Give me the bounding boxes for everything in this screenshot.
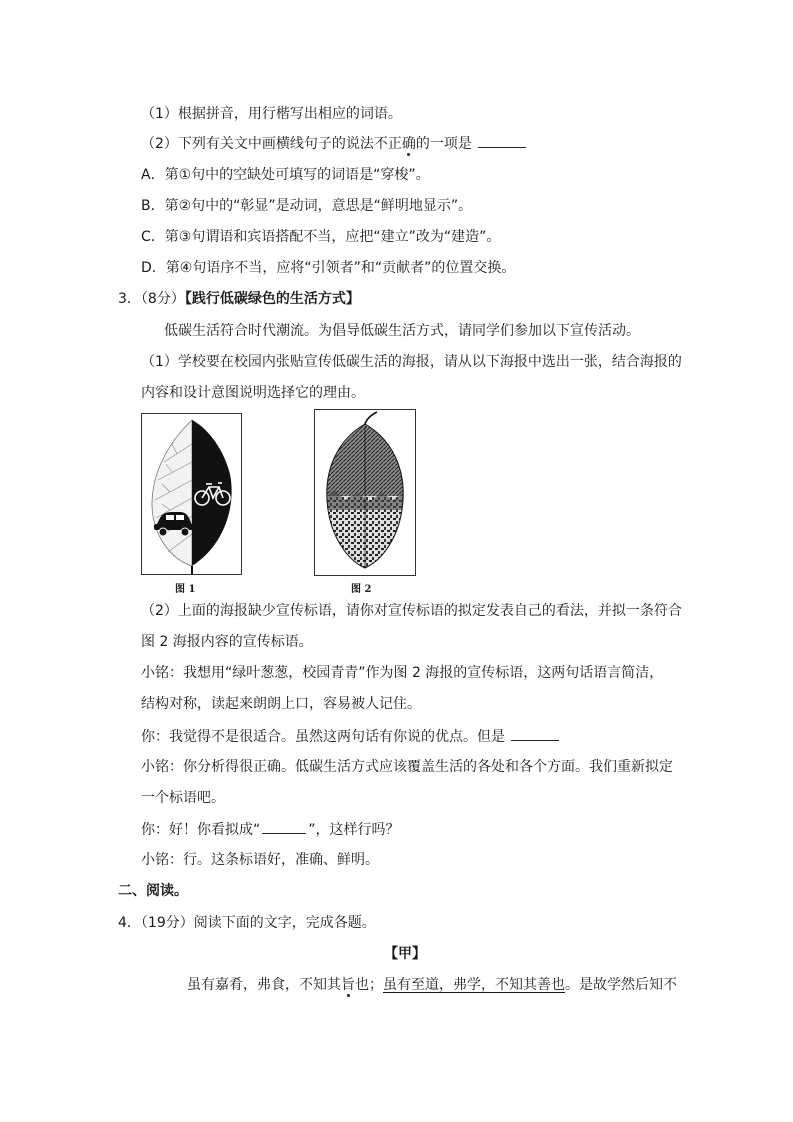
dialogue-4-text-a: 你：好！你看拟成“ [141,822,261,838]
option-c: C．第③句谓语和宾语搭配不当，应把“建立”改为“建造”。 [141,229,501,245]
passage-underlined: 虽有至道，弗学，不知其善也 [383,977,565,993]
section-heading: 二、阅读。 [118,883,188,899]
dialogue-2-text: 你：我觉得不是很适合。虽然这两句话有你说的优点。但是 [141,729,505,745]
answer-blank[interactable] [478,133,526,148]
dialogue-4 [141,819,400,840]
q3-intro: 低碳生活符合时代潮流。为倡导低碳生活方式，请同学们参加以下宣传活动。 [164,323,640,339]
q3-title: 【践行低碳绿色的生活方式】 [184,291,360,307]
dialogue-2 [141,726,559,747]
q2-sub2 [141,133,526,154]
figure-1-caption: 图 1 [175,584,196,595]
q4-header: 4．（19分）阅读下面的文字，完成各题。 [118,915,376,931]
q3-sub1-line2: 内容和设计意图说明选择它的理由。 [141,385,365,401]
passage-text-a: 虽有嘉肴，弗食，不知其 [187,977,341,993]
dialogue-1-line1: 小铭：我想用“绿叶葱葱，校园青青”作为图 2 海报的宣传标语，这两句话语言简洁， [141,665,664,681]
poster-figure-1 [141,413,242,575]
q2-sub2-emphasis-char: 确 [401,136,416,152]
q3-header [118,289,360,309]
dialogue-3-line2: 一个标语吧。 [141,790,225,806]
passage-text [187,975,677,995]
q2-sub2-text-b: 的一项是 [415,136,472,152]
q3-sub1-line1: （1）学校要在校园内张贴宣传低碳生活的海报，请从以下海报中选出一张，结合海报的 [141,354,682,370]
option-a: A．第①句中的空缺处可填写的词语是“穿梭”。 [141,167,430,183]
dialogue-4-text-b: ”，这样行吗？ [308,822,400,838]
q3-sub2-line1: （2）上面的海报缺少宣传标语，请你对宣传标语的拟定发表自己的看法，并拟一条符合 [141,603,682,619]
dialogue-3-line1: 小铭：你分析得很正确。低碳生活方式应该覆盖生活的各处和各个方面。我们重新拟定 [141,759,673,775]
q2-sub2-text-a: （2）下列有关文中画横线句子的说法不正 [141,136,402,152]
leaf-bicycle-car-illustration [142,414,241,574]
dialogue-5: 小铭：行。这条标语好，准确、鲜明。 [141,852,379,868]
passage-text-b: 也； [355,977,383,993]
passage-text-c: 。是故学然后知不 [565,977,677,993]
passage-title: 【甲】 [384,946,426,962]
leaf-texture-illustration [315,410,415,575]
option-d: D．第④句语序不当，应将“引领者”和“贡献者”的位置交换。 [141,260,516,276]
q3-sub2-line2: 图 2 海报内容的宣传标语。 [141,634,313,650]
poster-figure-2 [314,409,416,576]
figure-2-caption: 图 2 [351,584,372,595]
q3-number: 3．（8分） [118,291,185,307]
answer-blank[interactable] [511,726,559,741]
answer-blank[interactable] [262,819,306,834]
q2-sub1: （1）根据拼音，用行楷写出相应的词语。 [141,106,402,122]
dialogue-1-line2: 结构对称，读起来朗朗上口，容易被人记住。 [141,696,421,712]
passage-emphasis-char: 旨 [341,977,355,993]
option-b: B．第②句中的“彰显”是动词，意思是“鲜明地显示”。 [141,198,473,214]
